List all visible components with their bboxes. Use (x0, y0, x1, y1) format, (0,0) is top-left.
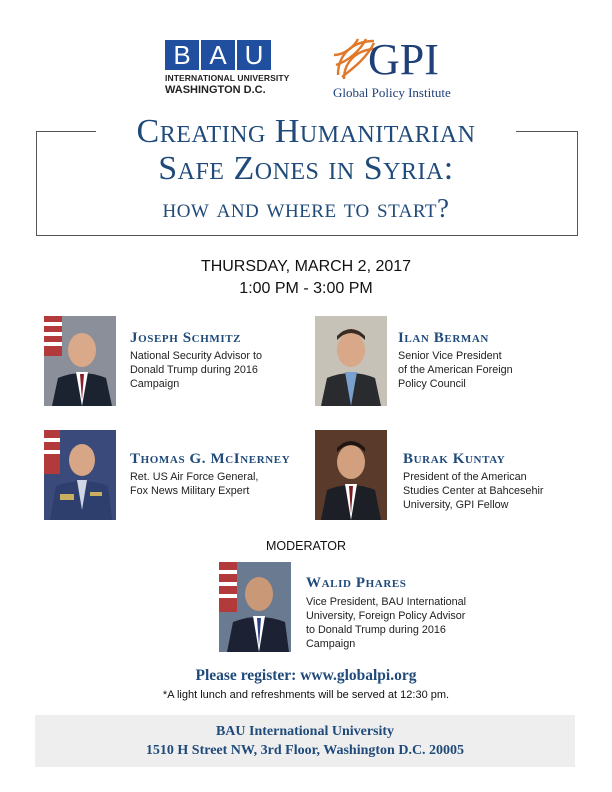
moderator-description-line: Campaign (306, 638, 356, 650)
speaker-description (398, 349, 513, 391)
speaker-description-line: Studies Center at Bahcesehir (403, 485, 544, 497)
bau-logo-line1: INTERNATIONAL UNIVERSITY (165, 73, 290, 83)
speaker-description-line: Senior Vice President (398, 350, 502, 362)
moderator-label: MODERATOR (265, 539, 347, 553)
moderator-description (306, 595, 466, 651)
speaker-description-line: Donald Trump during 2016 (130, 364, 258, 376)
speaker-description-line: of the American Foreign (398, 364, 513, 376)
speaker-description-line: President of the American (403, 471, 527, 483)
speaker-description-line: University, GPI Fellow (403, 499, 509, 511)
bau-logo-letters (165, 40, 271, 70)
event-title-line2: Safe Zones in Syria: (158, 150, 454, 187)
speaker-description (130, 349, 262, 391)
speaker-photo-mcinerney (44, 430, 116, 520)
venue-footer (35, 715, 575, 767)
speaker-description-line: Policy Council (398, 378, 466, 390)
moderator-description-line: to Donald Trump during 2016 (306, 624, 446, 636)
event-title-line3: how and where to start? (162, 193, 450, 223)
venue-address: 1510 H Street NW, 3rd Floor, Washington D.C. 20005 (145, 743, 465, 758)
speaker-photo-berman (315, 316, 387, 406)
speaker-name: Thomas G. McInerney (130, 451, 291, 467)
speaker-description-line: Fox News Military Expert (130, 485, 250, 497)
bau-letter-a: A (201, 40, 235, 70)
event-date: THURSDAY, MARCH 2, 2017 (200, 258, 412, 275)
moderator-photo (219, 562, 291, 652)
speaker-name: Joseph Schmitz (130, 330, 242, 346)
speaker-description (403, 470, 543, 512)
gpi-logo-text: GPI (368, 35, 439, 84)
gpi-logo (330, 35, 480, 100)
moderator-description-line: Vice President, BAU International (306, 596, 467, 608)
venue-name: BAU International University (215, 724, 395, 739)
bau-logo-line2: WASHINGTON D.C. (165, 84, 266, 96)
moderator-name: Walid Phares (306, 575, 407, 591)
event-title-line1: Creating Humanitarian (136, 113, 476, 150)
event-time: 1:00 PM - 3:00 PM (239, 280, 373, 297)
lunch-note: *A light lunch and refreshments will be served at 12:30 pm. (162, 689, 450, 701)
speaker-photo-schmitz (44, 316, 116, 406)
speaker-description (130, 470, 258, 498)
bau-letter-u: U (237, 40, 271, 70)
moderator-description-line: University, Foreign Policy Advisor (306, 610, 466, 622)
speaker-photo-kuntay (315, 430, 387, 520)
speaker-name: Burak Kuntay (403, 451, 506, 467)
speaker-description-line: Ret. US Air Force General, (130, 471, 259, 483)
speaker-name: Ilan Berman (398, 330, 489, 346)
gpi-logo-subtitle: Global Policy Institute (333, 85, 451, 100)
speaker-description-line: National Security Advisor to (130, 350, 263, 362)
register-line: Please register: www.globalpi.org (195, 667, 417, 684)
bau-letter-b: B (165, 40, 199, 70)
speaker-description-line: Campaign (130, 378, 180, 390)
bau-logo (165, 40, 290, 100)
